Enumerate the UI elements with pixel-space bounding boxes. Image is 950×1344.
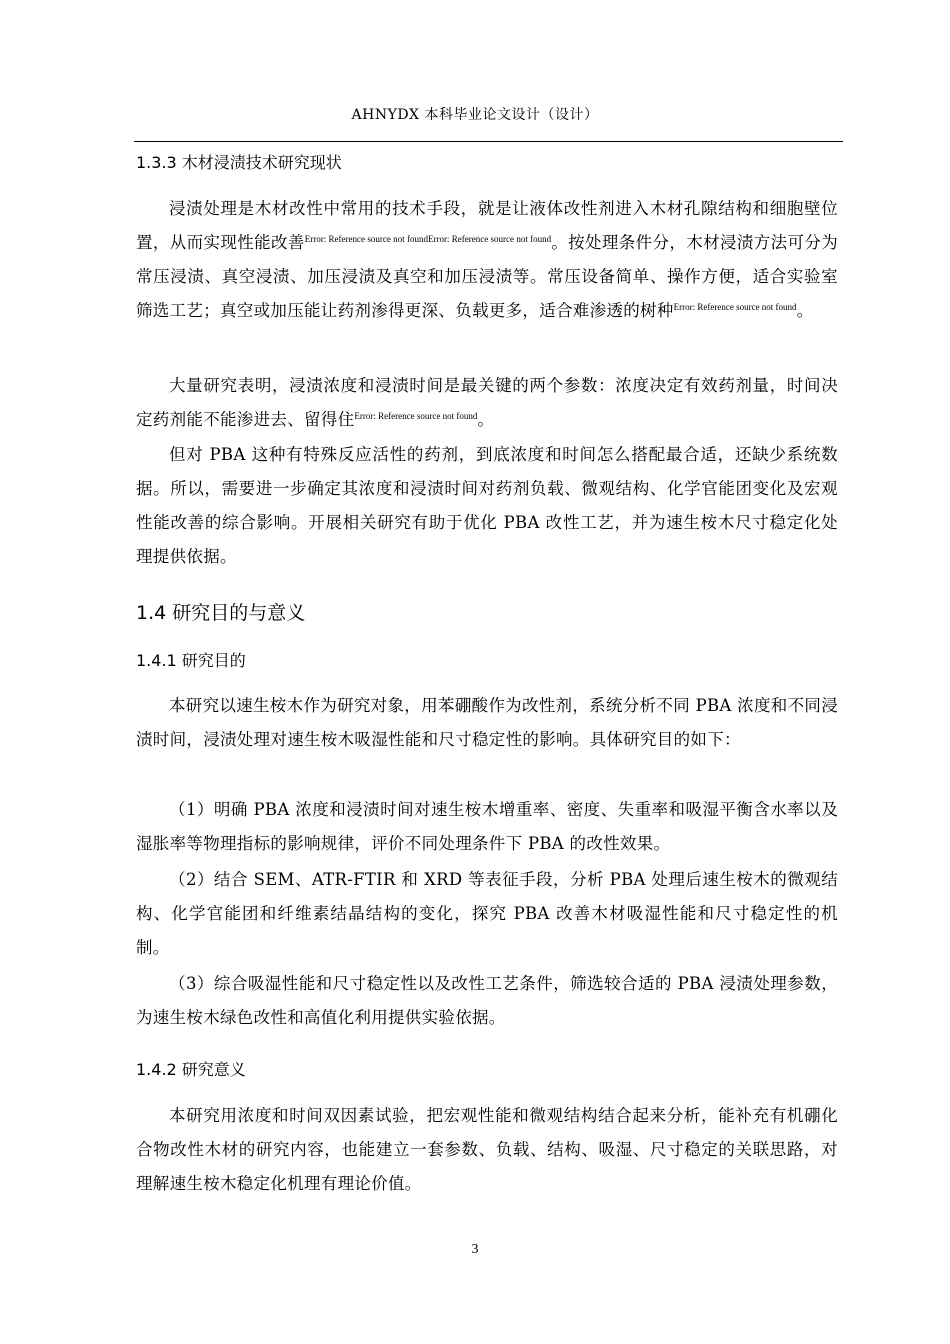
- reference-error-marker: Error: Reference source not found: [354, 411, 478, 421]
- objective-item-2: （2）结合 SEM、ATR-FTIR 和 XRD 等表征手段，分析 PBA 处理后速生桉木的微观结构、化学官能团和纤维素结晶结构的变化，探究 PBA 改善木材吸湿性能和尺寸稳定性的机制。: [136, 870, 838, 957]
- header-rule: [134, 141, 843, 142]
- text-run: 浸渍处理是木材改性中常用的技术手段，就是让液体改性剂进入木材孔隙结构和细胞壁位置，从而实现性能改善: [136, 199, 838, 252]
- text-run: 。: [477, 410, 495, 429]
- paragraph-impregnation-methods: [136, 192, 838, 328]
- text-run: 。: [796, 301, 814, 320]
- section-heading-1-4: 1.4 研究目的与意义: [136, 602, 306, 624]
- page-number: 3: [471, 1242, 479, 1257]
- section-heading-1-3-3: 1.3.3 木材浸渍技术研究现状: [136, 153, 342, 172]
- section-heading-1-4-1: 1.4.1 研究目的: [136, 651, 246, 670]
- text-run: 大量研究表明，浸渍浓度和浸渍时间是最关键的两个参数：浓度决定有效药剂量，时间决定药剂能不能渗进去、留得住: [136, 376, 838, 429]
- reference-error-marker: Error: Reference source not found: [673, 302, 797, 312]
- reference-error-marker: Error: Reference source not foundError: Reference source not found: [304, 234, 552, 244]
- objective-item-3: （3）综合吸湿性能和尺寸稳定性以及改性工艺条件，筛选较合适的 PBA 浸渍处理参数，为速生桉木绿色改性和高值化利用提供实验依据。: [136, 974, 838, 1027]
- paragraph-pba-gap: 但对 PBA 这种有特殊反应活性的药剂，到底浓度和时间怎么搭配最合适，还缺少系统数据。所以，需要进一步确定其浓度和浸渍时间对药剂负载、微观结构、化学官能团变化及宏观性能改善的综合影响。开展相关研究有助于优化 PBA 改性工艺，并为速生桉木尺寸稳定化处理提供依据。: [136, 445, 838, 566]
- paragraph-key-parameters: [136, 369, 838, 437]
- objective-item-1: （1）明确 PBA 浓度和浸渍时间对速生桉木增重率、密度、失重率和吸湿平衡含水率以及湿胀率等物理指标的影响规律，评价不同处理条件下 PBA 的改性效果。: [136, 800, 838, 853]
- section-heading-1-4-2: 1.4.2 研究意义: [136, 1060, 246, 1079]
- paragraph-research-significance: 本研究用浓度和时间双因素试验，把宏观性能和微观结构结合起来分析，能补充有机硼化合物改性木材的研究内容，也能建立一套参数、负载、结构、吸湿、尺寸稳定的关联思路，对理解速生桉木稳定化机理有理论价值。: [136, 1106, 838, 1193]
- paragraph-research-objective: 本研究以速生桉木作为研究对象，用苯硼酸作为改性剂，系统分析不同 PBA 浓度和不同浸渍时间，浸渍处理对速生桉木吸湿性能和尺寸稳定性的影响。具体研究目的如下：: [136, 696, 838, 749]
- text-run: 。按处理条件分，木材浸渍方法可分为常压浸渍、真空浸渍、加压浸渍及真空和加压浸渍等。常压设备简单、操作方便，适合实验室筛选工艺；真空或加压能让药剂渗得更深、负载更多，适合难渗透的树种: [136, 233, 838, 320]
- running-header: AHNYDX 本科毕业论文设计（设计）: [351, 107, 599, 123]
